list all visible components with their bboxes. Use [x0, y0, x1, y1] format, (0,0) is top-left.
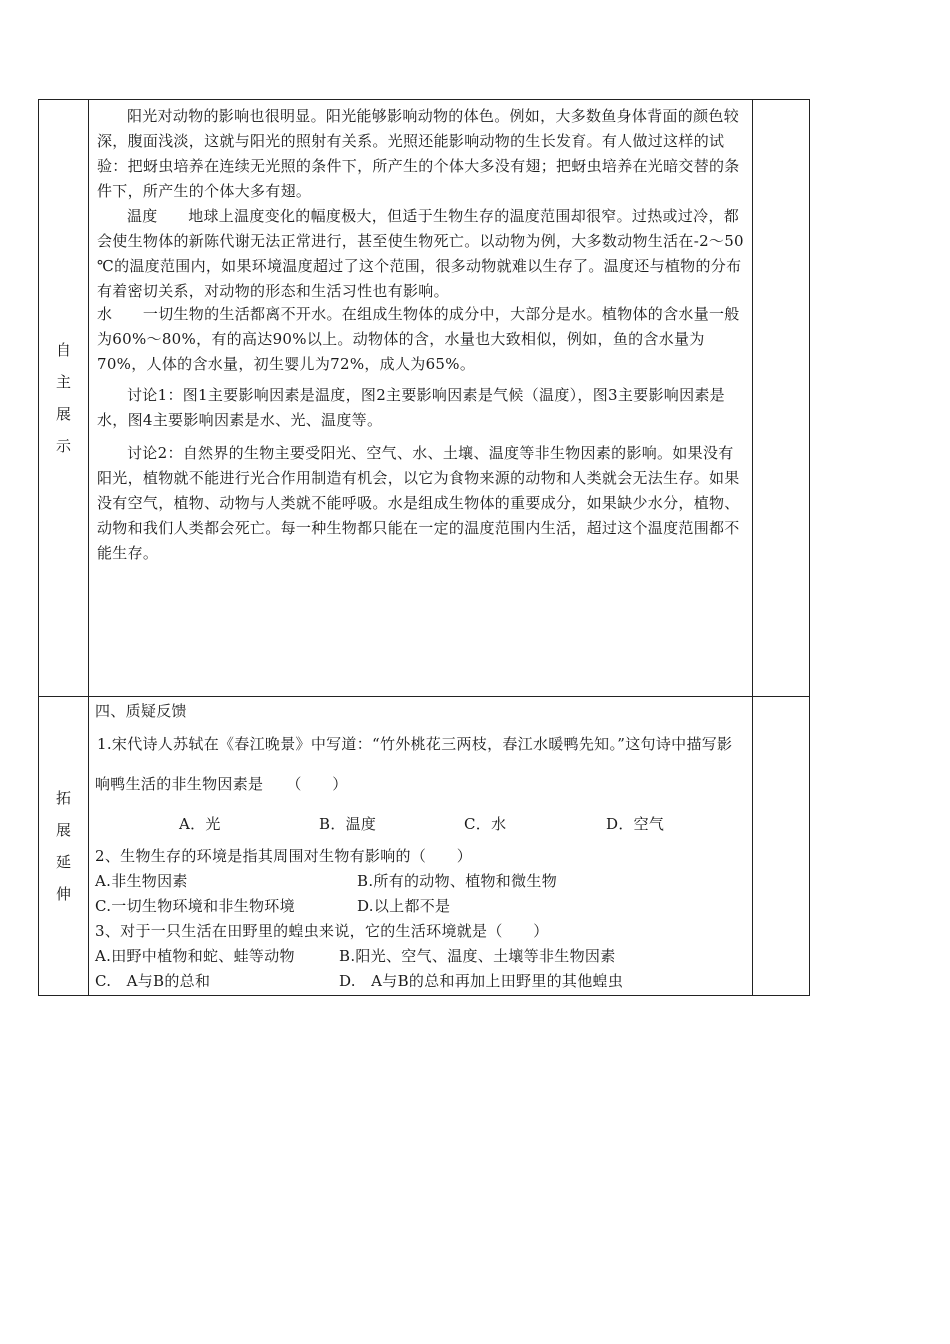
table-row	[39, 100, 810, 697]
question-2-options-row-2	[95, 894, 744, 919]
paragraph-water: 水 一切生物的生活都离不开水。在组成生物体的成分中，大部分是水。植物体的含水量一般为60%～80%，有的高达90%以上。动物体的含，水量也大致相似，例如，鱼的含水量为70%，人体的含水量，初生婴儿为72%，成人为65%。	[97, 305, 740, 373]
question-1: 1.宋代诗人苏轼在《春江晚景》中写道：“竹外桃花三两枝，春江水暖鸭先知。”这句诗中描写影响鸭生活的非生物因素是 （ ）	[95, 735, 733, 793]
question-1-options	[95, 804, 744, 844]
option-c: C. A与B的总和	[95, 972, 211, 990]
option-b: B．温度	[319, 815, 377, 833]
paragraph-discussion-1: 讨论1：图1主要影响因素是温度，图2主要影响因素是气候（温度），图3主要影响因素是水，图4主要影响因素是水、光、温度等。	[97, 386, 725, 429]
question-3: 3、对于一只生活在田野里的蝗虫来说，它的生活环境就是（ ）	[95, 922, 549, 940]
section-label-self-display: 自 主 展 示	[55, 341, 71, 455]
option-d: D.以上都不是	[357, 897, 451, 915]
option-d: D. A与B的总和再加上田野里的其他蝗虫	[339, 972, 624, 990]
section-content-cell	[89, 697, 753, 996]
section-label-cell	[39, 100, 89, 697]
notes-cell	[753, 697, 810, 996]
table-row	[39, 697, 810, 996]
section-label-extension: 拓 展 延 伸	[55, 789, 71, 903]
option-c: C.一切生物环境和非生物环境	[95, 897, 295, 915]
paragraph-temperature: 温度 地球上温度变化的幅度极大，但适于生物生存的温度范围却很窄。过热或过冷，都会使生物体的新陈代谢无法正常进行，甚至使生物死亡。以动物为例，大多数动物生活在-2～50 ℃的温度范围内，如果环境温度超过了这个范围，很多动物就难以生存了。温度还与植物的分布有着密切关系，对动物的形态和生活习性也有影响。	[97, 207, 744, 300]
question-2-options-row-1	[95, 869, 744, 894]
notes-cell	[753, 100, 810, 697]
option-b: B.阳光、空气、温度、土壤等非生物因素	[339, 947, 616, 965]
worksheet-table	[38, 99, 810, 996]
option-a: A.田野中植物和蛇、蛙等动物	[95, 947, 295, 965]
section-label-cell	[39, 697, 89, 996]
option-d: D．空气	[606, 815, 665, 833]
feedback-heading: 四、质疑反馈	[95, 702, 187, 720]
question-2: 2、生物生存的环境是指其周围对生物有影响的（ ）	[95, 847, 473, 865]
option-a: A.非生物因素	[95, 872, 188, 890]
option-a: A．光	[179, 815, 221, 833]
extension-content	[89, 697, 752, 994]
self-display-content	[89, 100, 752, 566]
section-content-cell	[89, 100, 753, 697]
paragraph-sunlight: 阳光对动物的影响也很明显。阳光能够影响动物的体色。例如，大多数鱼身体背面的颜色较深，腹面浅淡，这就与阳光的照射有关系。光照还能影响动物的生长发育。有人做过这样的试验：把蚜虫培养在连续无光照的条件下，所产生的个体大多没有翅；把蚜虫培养在光暗交替的条件下，所产生的个体大多有翅。	[97, 107, 740, 200]
option-b: B.所有的动物、植物和微生物	[357, 872, 557, 890]
question-3-options-row-1	[95, 944, 744, 969]
option-c: C．水	[464, 815, 507, 833]
question-3-options-row-2	[95, 969, 744, 994]
paragraph-discussion-2: 讨论2：自然界的生物主要受阳光、空气、水、土壤、温度等非生物因素的影响。如果没有阳光，植物就不能进行光合作用制造有机会，以它为食物来源的动物和人类就会无法生存。如果没有空气，植物、动物与人类就不能呼吸。水是组成生物体的重要成分，如果缺少水分，植物、动物和我们人类都会死亡。每一种生物都只能在一定的温度范围内生活，超过这个温度范围都不能生存。	[97, 444, 740, 562]
